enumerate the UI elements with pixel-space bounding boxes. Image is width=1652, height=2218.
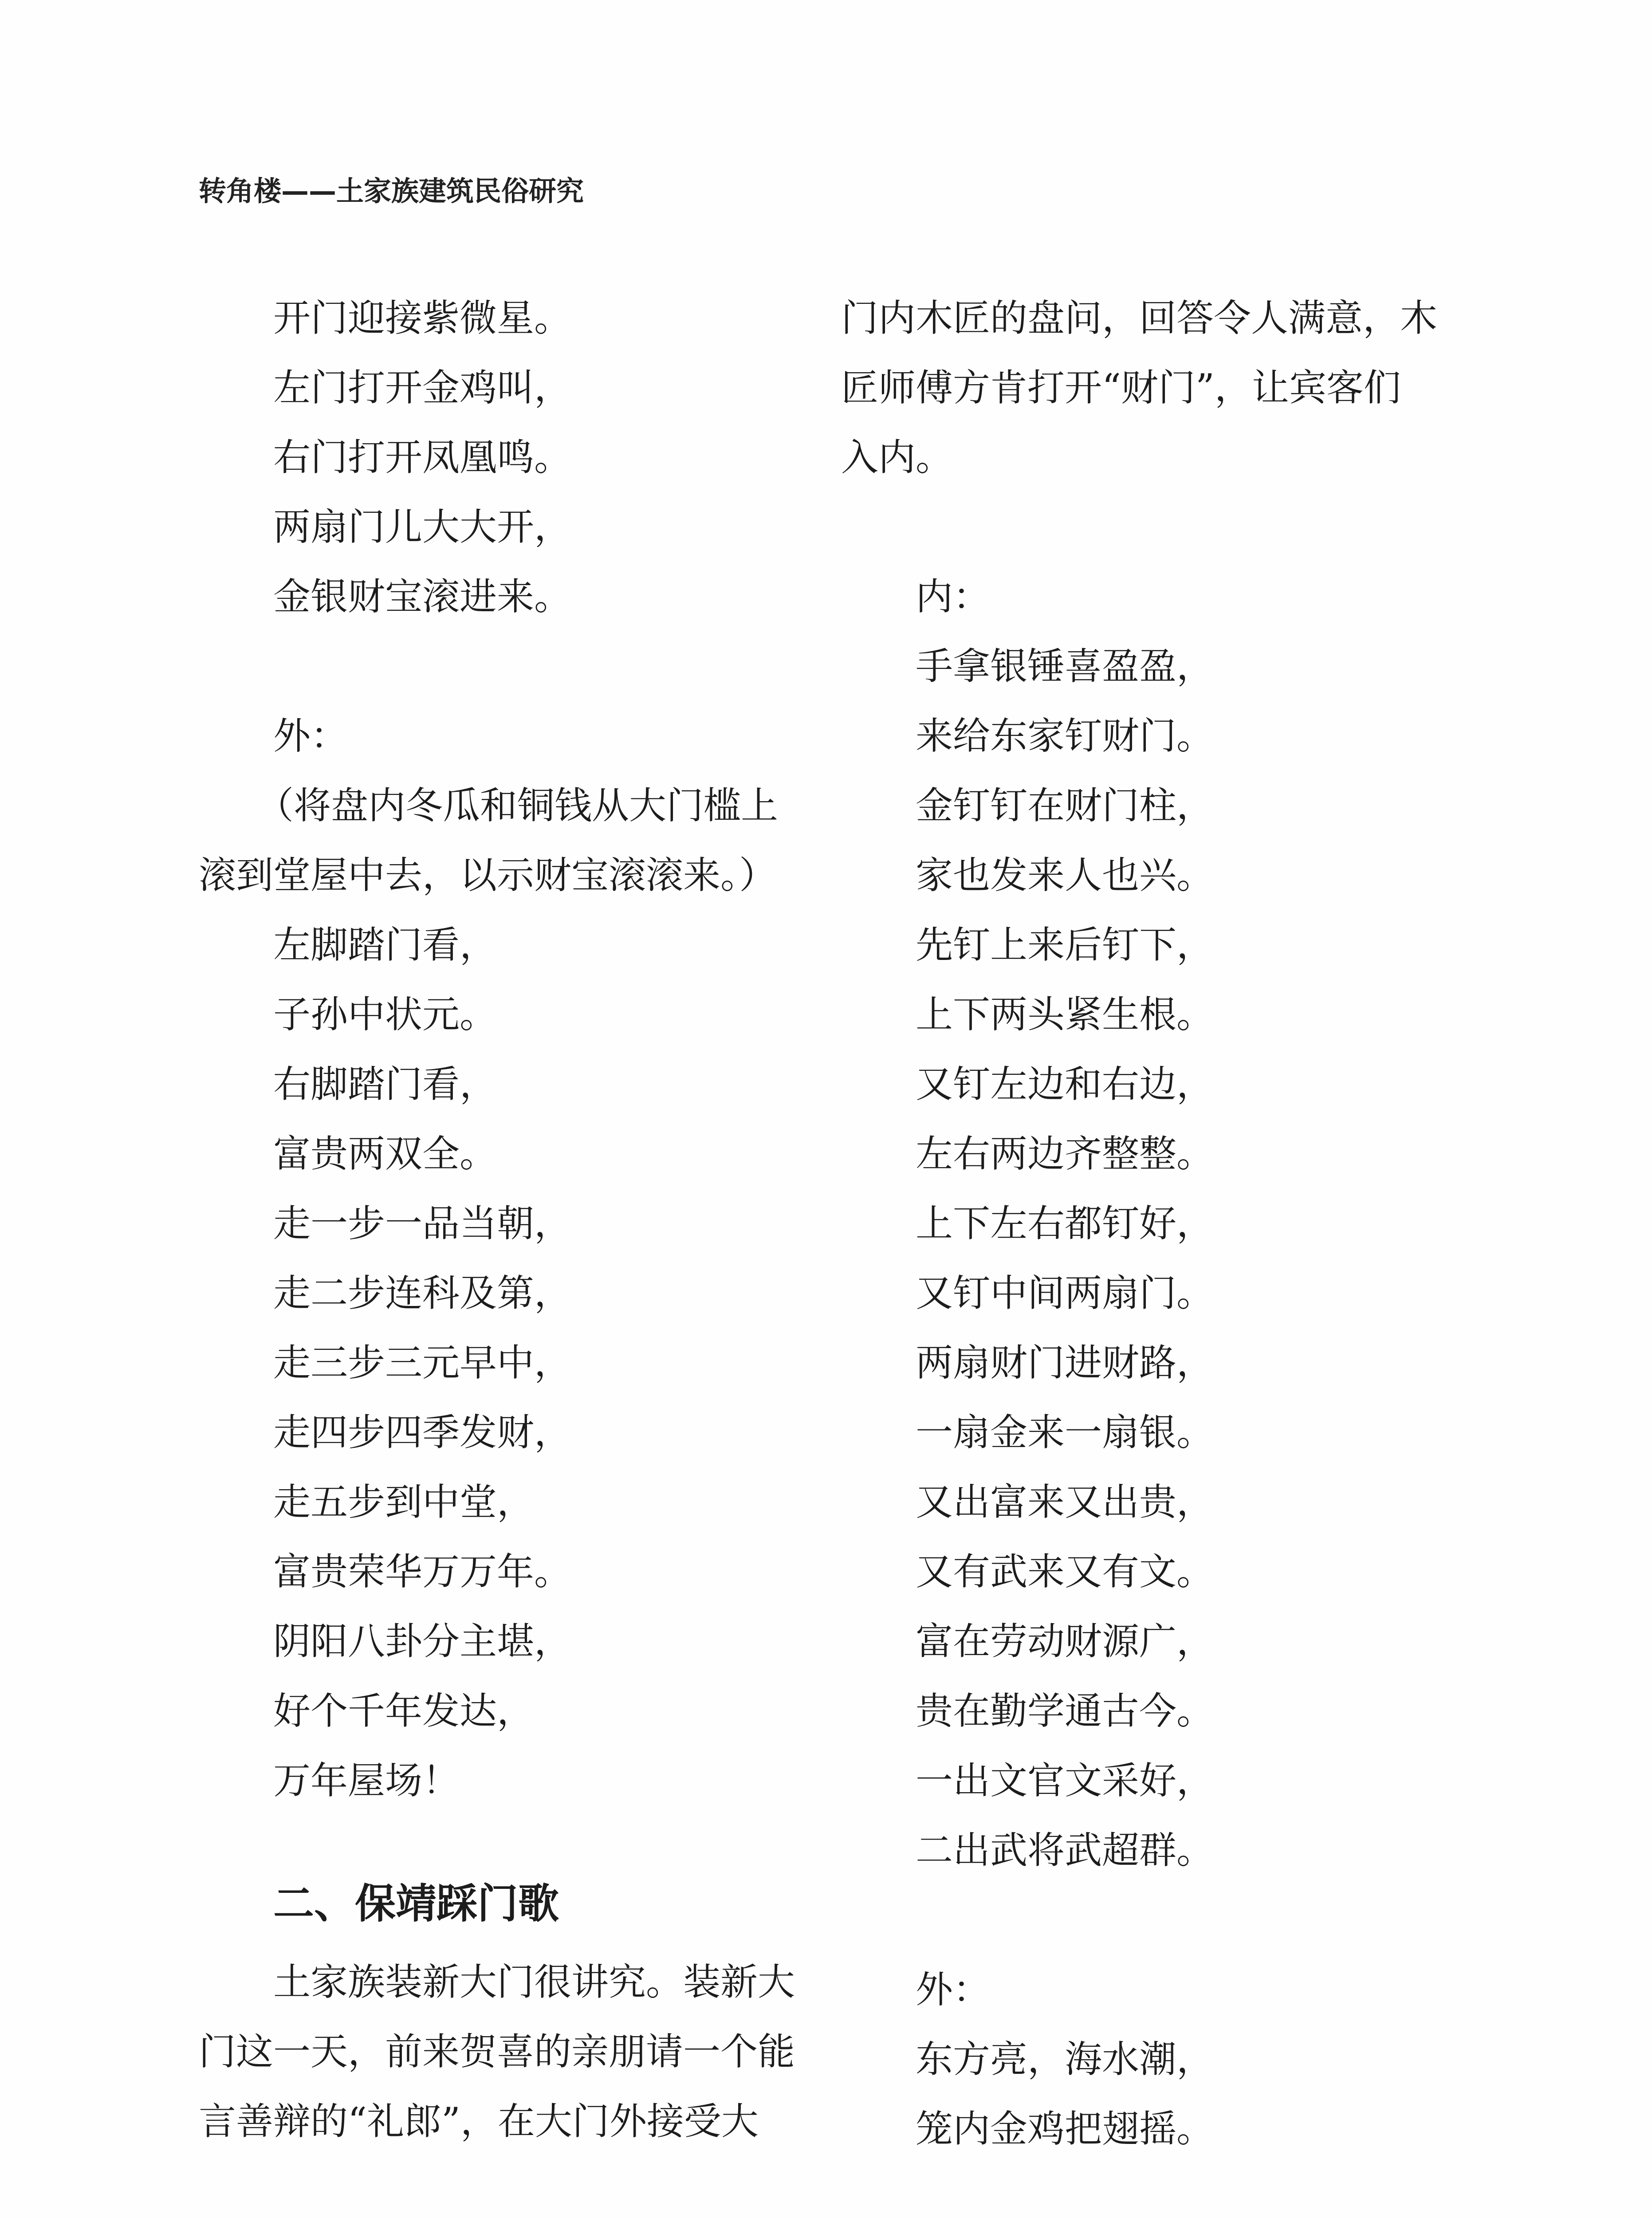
verse-line: 左门打开金鸡叫， (273, 366, 572, 409)
verse-line: 又出富来又出贵， (916, 1480, 1214, 1524)
verse-line: 万年屋场！ (273, 1759, 460, 1802)
verse-line: 走一步一品当朝， (273, 1202, 572, 1245)
blank-line (841, 492, 1437, 562)
verse-line: 走四步四季发财， (273, 1411, 572, 1454)
verse-line: 上下左右都钉好， (916, 1202, 1214, 1245)
right-column (841, 283, 1437, 2164)
verse-line: 子孙中状元。 (273, 993, 497, 1036)
verse-line: 富贵荣华万万年。 (273, 1550, 572, 1593)
verse-line: 家也发来人也兴。 (916, 853, 1214, 897)
verse-line: 富贵两双全。 (273, 1132, 497, 1176)
speaker-label-out: 外： (273, 714, 348, 758)
verse-line: 笼内金鸡把翅摇。 (916, 2107, 1214, 2151)
verse-line: 先钉上来后钉下， (916, 923, 1214, 967)
verse-line: 二出武将武超群。 (916, 1829, 1214, 1872)
verse-line: 上下两头紧生根。 (916, 993, 1214, 1036)
left-column (199, 283, 795, 2156)
blank-line (841, 1885, 1437, 1955)
verse-line: 右门打开凤凰鸣。 (273, 436, 572, 479)
verse-line: 两扇财门进财路， (916, 1341, 1214, 1384)
paragraph-line: 言善辩的“礼郎”，在大门外接受大 (199, 2100, 759, 2143)
paragraph-line: 入内。 (841, 436, 953, 479)
paragraph-line: 门这一天，前来贺喜的亲朋请一个能 (199, 2030, 795, 2073)
stage-direction-line: （将盘内冬瓜和铜钱从大门槛上 (256, 784, 779, 827)
verse-line: 开门迎接紫微星。 (273, 296, 572, 340)
paragraph-line: 土家族装新大门很讲究。装新大 (273, 1960, 795, 2004)
verse-line: 手拿银锤喜盈盈， (916, 645, 1214, 688)
verse-line: 又有武来又有文。 (916, 1550, 1214, 1593)
verse-line: 又钉左边和右边， (916, 1062, 1214, 1106)
verse-line: 走二步连科及第， (273, 1271, 572, 1315)
verse-line: 一出文官文采好， (916, 1759, 1214, 1802)
verse-line: 来给东家钉财门。 (916, 714, 1214, 758)
running-header: 转角楼——土家族建筑民俗研究 (199, 175, 584, 207)
blank-line (199, 632, 795, 701)
verse-line: 走三步三元早中， (273, 1341, 572, 1384)
verse-line: 走五步到中堂， (273, 1480, 535, 1524)
verse-line: 左右两边齐整整。 (916, 1132, 1214, 1176)
verse-line: 金银财宝滚进来。 (273, 575, 572, 618)
stage-direction-line: 滚到堂屋中去，以示财宝滚滚来。） (199, 853, 777, 897)
paragraph-line: 匠师傅方肯打开“财门”，让宾客们 (841, 366, 1401, 409)
verse-line: 富在劳动财源广， (916, 1620, 1214, 1663)
paragraph-line: 门内木匠的盘问，回答令人满意，木 (841, 296, 1437, 340)
verse-line: 好个千年发达， (273, 1689, 535, 1733)
verse-line: 阴阳八卦分主堪， (273, 1620, 572, 1663)
verse-line: 东方亮，海水潮， (916, 2037, 1214, 2081)
speaker-label-out: 外： (916, 1968, 991, 2011)
section-heading: 二、保靖踩门歌 (273, 1880, 559, 1927)
verse-line: 左脚踏门看， (273, 923, 497, 967)
verse-line: 右脚踏门看， (273, 1062, 497, 1106)
verse-line: 又钉中间两扇门。 (916, 1271, 1214, 1315)
verse-line: 金钉钉在财门柱， (916, 784, 1214, 827)
verse-line: 两扇门儿大大开， (273, 505, 572, 549)
speaker-label-in: 内： (916, 575, 991, 618)
verse-line: 一扇金来一扇银。 (916, 1411, 1214, 1454)
verse-line: 贵在勤学通古今。 (916, 1689, 1214, 1733)
